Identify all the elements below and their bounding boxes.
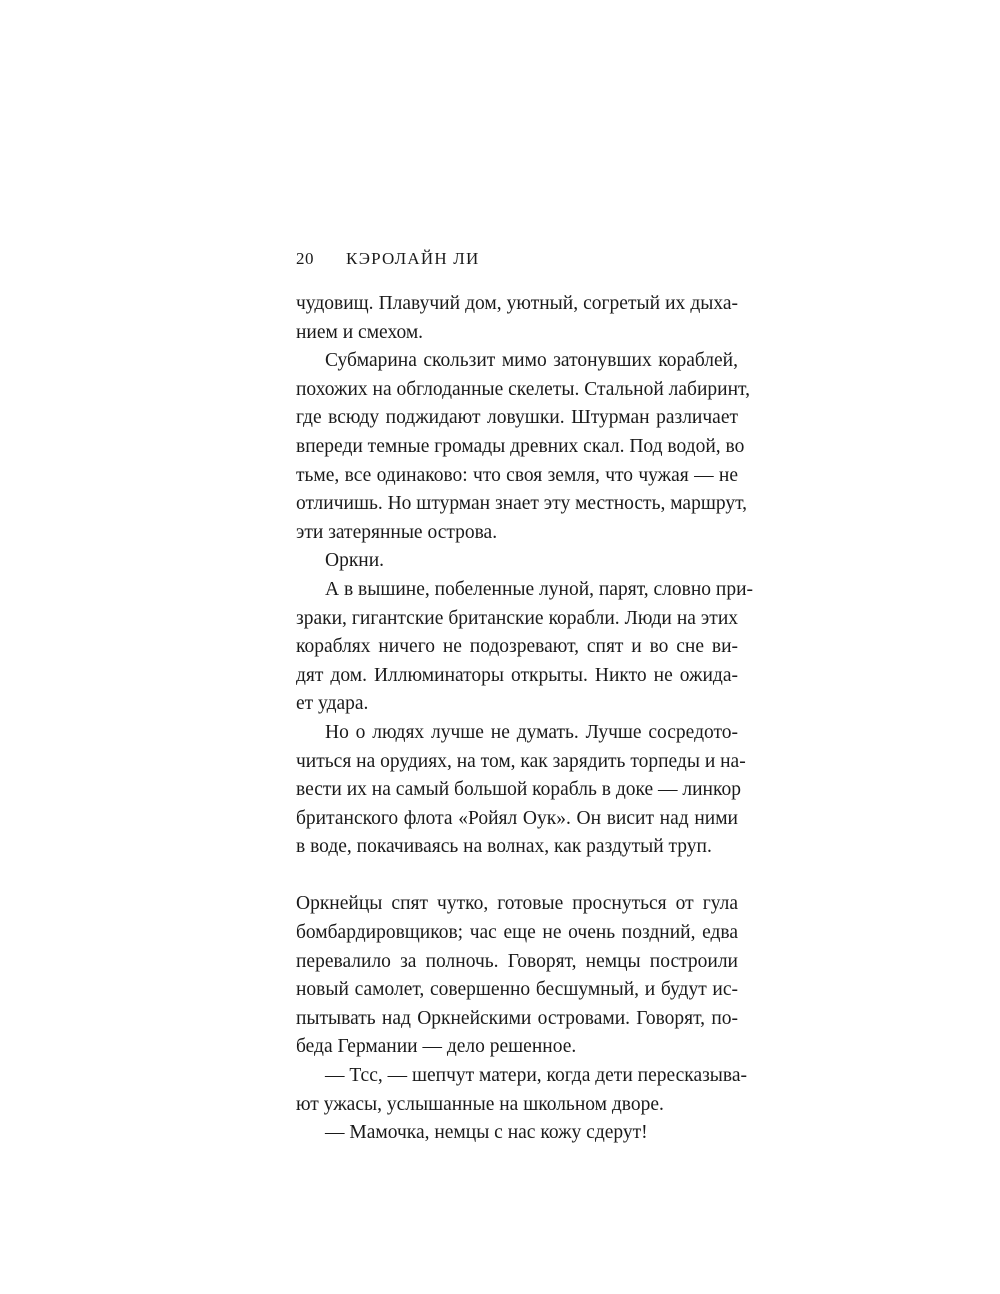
- text-line: отличишь. Но штурман знает эту местность, маршрут,: [296, 493, 748, 515]
- text-line: А в вышине, побеленные луной, парят, словно при-: [325, 578, 754, 600]
- paragraph: [296, 547, 738, 576]
- text-line: британского флота «Ройял Оук». Он висит над ними: [296, 807, 738, 829]
- paragraph: [296, 1062, 748, 1119]
- paragraph: [296, 719, 746, 862]
- text-line: впереди темные громады древних скал. Под водой, во: [296, 435, 745, 457]
- text-line: ет удара.: [296, 693, 369, 715]
- paragraph: [296, 290, 738, 347]
- text-line: пытывать над Оркнейскими островами. Говорят, по-: [296, 1007, 738, 1029]
- text-line: беда Германии — дело решенное.: [296, 1036, 577, 1058]
- running-head-author: КЭРОЛАЙН ЛИ: [346, 249, 480, 268]
- text-line: зраки, гигантские британские корабли. Люди на этих: [296, 607, 738, 629]
- paragraph: [296, 576, 754, 719]
- text-line: Но о людях лучше не думать. Лучше сосредото-: [325, 721, 738, 743]
- text-line: перевалило за полночь. Говорят, немцы построили: [296, 950, 738, 972]
- text-line: эти затерянные острова.: [296, 521, 498, 543]
- body-text: [296, 290, 754, 1148]
- text-line: похожих на обглоданные скелеты. Стальной лабиринт,: [296, 378, 750, 400]
- text-line: Оркнейцы спят чутко, готовые проснуться от гула: [296, 893, 738, 915]
- paragraph: [296, 347, 750, 547]
- text-line: дят дом. Иллюминаторы открыты. Никто не ожида-: [296, 664, 738, 686]
- text-line: бомбардировщиков; час еще не очень поздний, едва: [296, 922, 738, 944]
- page-number: 20: [296, 249, 314, 268]
- text-line: тьме, все одинаково: что своя земля, что чужая — не: [296, 464, 738, 486]
- text-line: — Мамочка, немцы с нас кожу сдерут!: [325, 1122, 648, 1144]
- text-line: вести их на самый большой корабль в доке — линкор: [296, 779, 741, 801]
- paragraph: [296, 1119, 738, 1148]
- paragraph: [296, 890, 738, 1062]
- text-line: ют ужасы, услышанные на школьном дворе.: [296, 1093, 664, 1115]
- text-line: в воде, покачиваясь на волнах, как раздутый труп.: [296, 836, 712, 858]
- running-head: [296, 249, 479, 269]
- text-line: где всюду поджидают ловушки. Штурман различает: [296, 407, 738, 429]
- text-line: читься на орудиях, на том, как зарядить торпеды и на-: [296, 750, 746, 772]
- text-line: кораблях ничего не подозревают, спят и во сне ви-: [296, 636, 738, 658]
- text-line: нием и смехом.: [296, 321, 424, 343]
- text-line: Субмарина скользит мимо затонувших кораблей,: [325, 350, 738, 372]
- text-line: — Тсс, — шепчут матери, когда дети пересказыва-: [325, 1065, 748, 1087]
- text-line: Оркни.: [325, 550, 385, 572]
- section-break: [296, 862, 738, 891]
- text-line: новый самолет, совершенно бесшумный, и будут ис-: [296, 979, 738, 1001]
- text-line: чудовищ. Плавучий дом, уютный, согретый их дыха-: [296, 293, 738, 314]
